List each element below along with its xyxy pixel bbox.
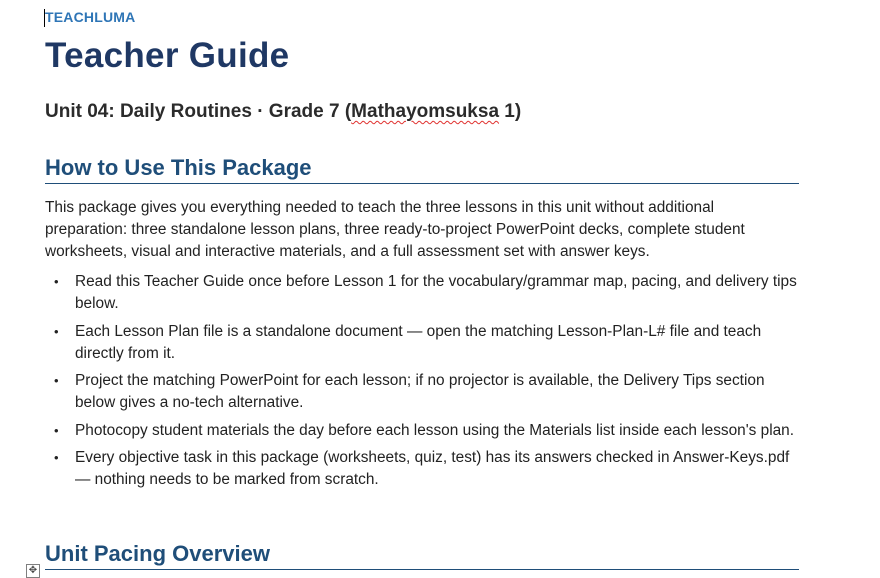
brand-label: TEACHLUMA: [45, 9, 136, 25]
list-item-text: Project the matching PowerPoint for each lesson; if no projector is available, the Delivery Tips section below gives a no-tech alternative.: [75, 372, 765, 411]
section-heading-unit-pacing: Unit Pacing Overview: [45, 540, 799, 570]
bullet-icon: •: [54, 450, 59, 465]
table-move-handle-icon[interactable]: ✥: [26, 564, 40, 578]
list-item: [45, 321, 800, 365]
instructions-list: [45, 271, 800, 497]
bullet-icon: •: [54, 323, 59, 339]
spellcheck-flagged-word[interactable]: Mathayomsuksa: [351, 101, 500, 122]
section-heading-how-to-use: How to Use This Package: [45, 154, 799, 184]
list-item: [45, 370, 800, 414]
list-item: [45, 271, 800, 315]
list-item-text: Every objective task in this package (worksheets, quiz, test) has its answers checked in Answer-Keys.pdf — nothing needs to be marked from scratch.: [75, 449, 790, 488]
document-subtitle: [45, 101, 521, 123]
list-item-text: Read this Teacher Guide once before Lesson 1 for the vocabulary/grammar map, pacing, and delivery tips below.: [75, 273, 797, 312]
document-title: Teacher Guide: [45, 36, 290, 75]
intro-paragraph: This package gives you everything needed to teach the three lessons in this unit without additional preparation: three standalone lesson plans, three ready-to-project PowerPoint decks, complete student worksheets, visual and interactive materials, and a full assessment set with answer keys.: [45, 199, 745, 260]
list-item: [45, 447, 800, 491]
list-item-text: Photocopy student materials the day before each lesson using the Materials list inside each lesson's plan.: [75, 421, 795, 439]
list-item: [45, 420, 800, 442]
subtitle-text-suffix: 1): [499, 101, 522, 122]
bullet-icon: •: [54, 373, 59, 388]
bullet-icon: •: [54, 422, 59, 438]
subtitle-text-prefix: Unit 04: Daily Routines · Grade 7 (: [45, 101, 352, 122]
bullet-icon: •: [54, 274, 59, 289]
list-item-text: Each Lesson Plan file is a standalone document — open the matching Lesson-Plan-L# file and teach directly from it.: [75, 322, 762, 362]
